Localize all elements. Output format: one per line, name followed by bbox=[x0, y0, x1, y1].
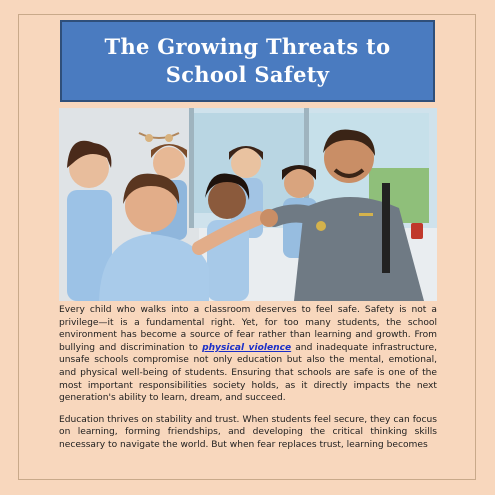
paragraph-1-text-a: Every child who walks into a classroom deserves to feel safe. Safety is not a privilege—it is a fundamental right. Yet, for too many students, the school environment has become a source of fear rather than learning and growth. From bullying and discrimination to bbox=[59, 305, 437, 353]
page-title: The Growing Threats to School Safety bbox=[104, 34, 391, 87]
article-photo bbox=[59, 108, 437, 301]
article-paragraph-2: Education thrives on stability and trust. When students feel secure, they can focus on learning, forming friendships, and developing the critical thinking skills necessary to navigate the world. But when fear replaces trust, learning becomes bbox=[59, 414, 437, 450]
paragraph-1-text-b: and inadequate infrastructure, unsafe schools compromise not only education but also the mental, emotional, and physical well-being of students. Ensuring that schools are safe is one of the most important responsibilities society holds, as it directly impacts the next generation's ability to learn, dream, and succeed. bbox=[59, 342, 437, 404]
title-banner bbox=[60, 20, 435, 102]
physical-violence-link[interactable]: physical violence bbox=[202, 342, 292, 353]
article-body bbox=[59, 304, 437, 461]
article-paragraph-1 bbox=[59, 304, 437, 405]
